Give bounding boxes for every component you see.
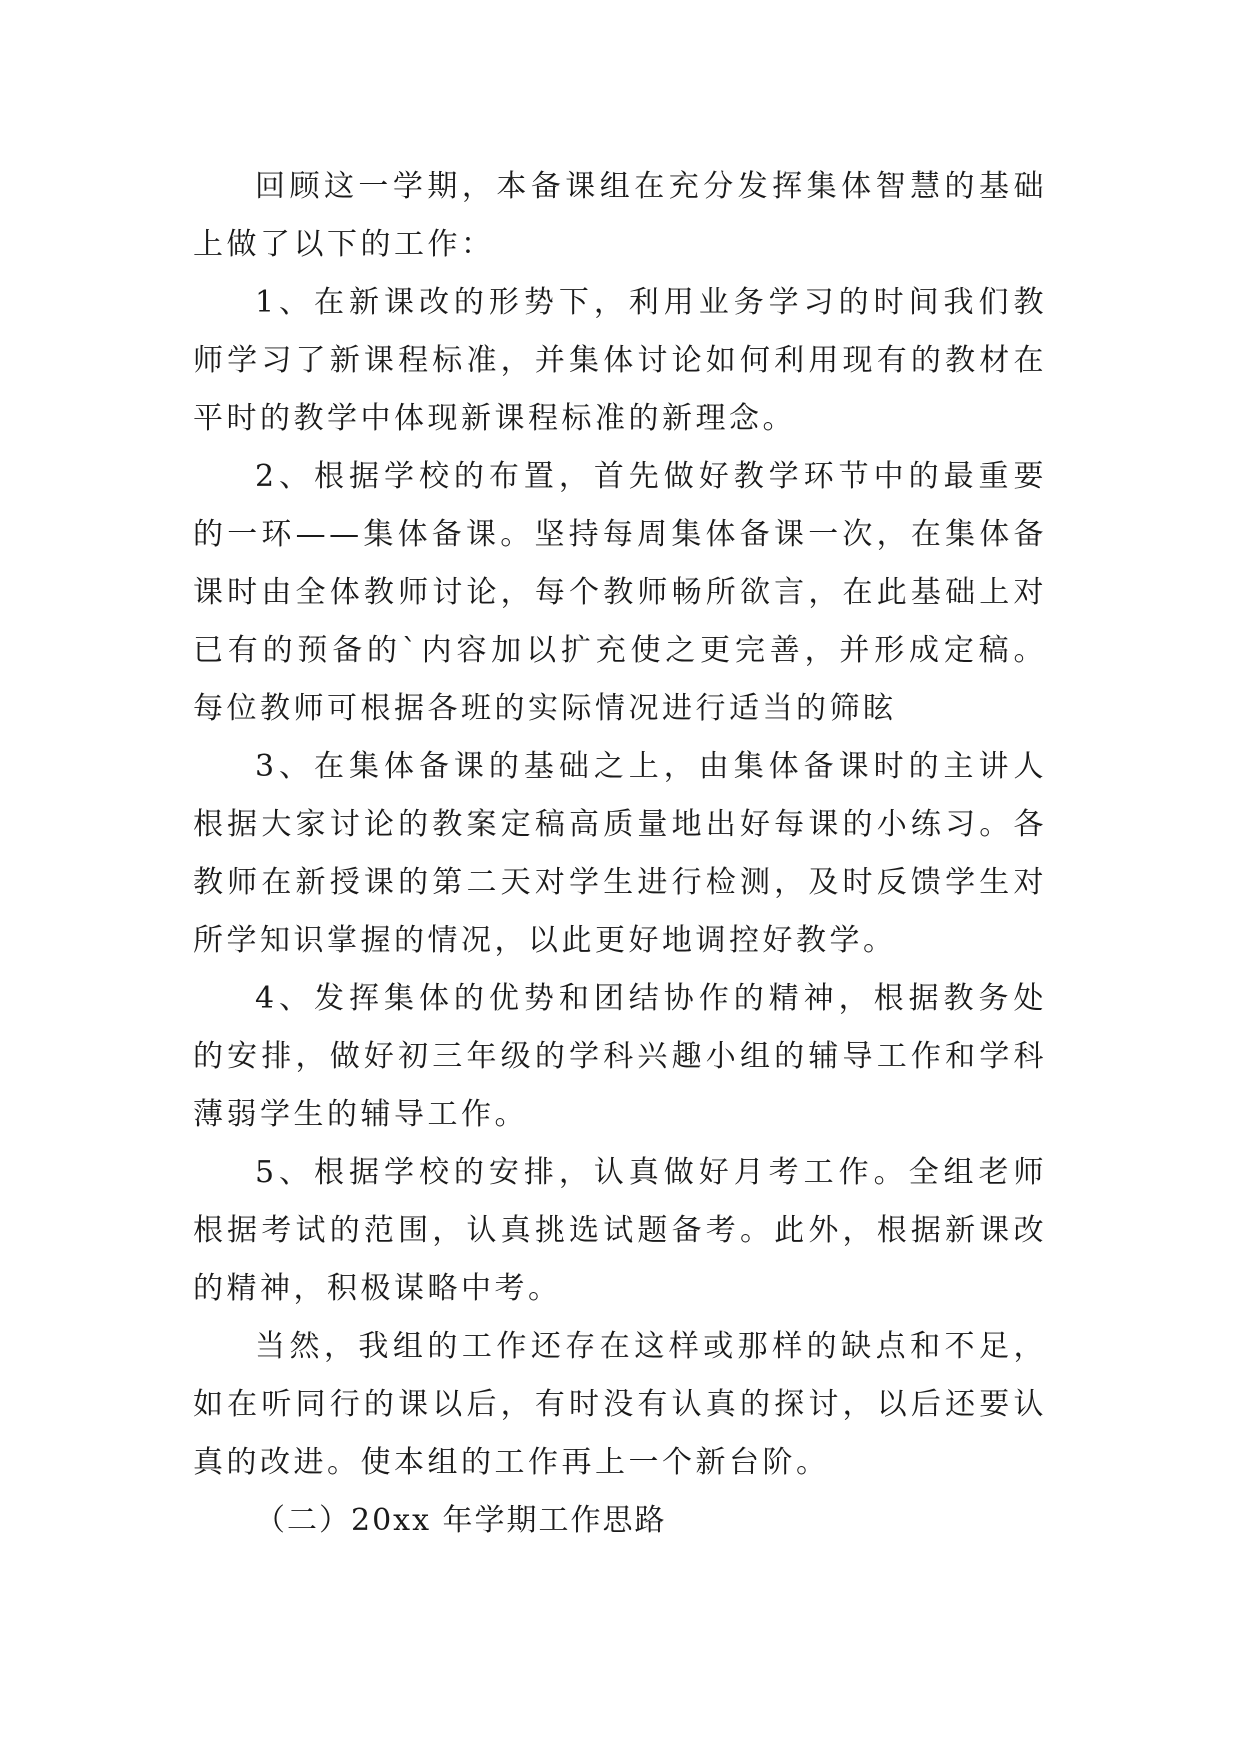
paragraph-item-3: 3、在集体备课的基础之上，由集体备课时的主讲人根据大家讨论的教案定稿高质量地出好每课的小练习。各教师在新授课的第二天对学生进行检测，及时反馈学生对所学知识掌握的情况，以此更好地调控好教学。	[193, 749, 1047, 958]
document-body	[193, 158, 1047, 1550]
paragraph-item-4: 4、发挥集体的优势和团结协作的精神，根据教务处的安排，做好初三年级的学科兴趣小组的辅导工作和学科薄弱学生的辅导工作。	[193, 981, 1047, 1132]
paragraph-item-5: 5、根据学校的安排，认真做好月考工作。全组老师根据考试的范围，认真挑选试题备考。此外，根据新课改的精神，积极谋略中考。	[193, 1155, 1047, 1306]
paragraph-shortcomings: 当然，我组的工作还存在这样或那样的缺点和不足，如在听同行的课以后，有时没有认真的探讨，以后还要认真的改进。使本组的工作再上一个新台阶。	[193, 1329, 1047, 1480]
paragraph-review-intro: 回顾这一学期，本备课组在充分发挥集体智慧的基础上做了以下的工作：	[193, 169, 1047, 262]
paragraph-item-2: 2、根据学校的布置，首先做好教学环节中的最重要的一环——集体备课。坚持每周集体备课一次，在集体备课时由全体教师讨论，每个教师畅所欲言，在此基础上对已有的预备的`内容加以扩充使之更完善，并形成定稿。每位教师可根据各班的实际情况进行适当的筛眩	[193, 459, 1047, 726]
paragraph-item-1: 1、在新课改的形势下，利用业务学习的时间我们教师学习了新课程标准，并集体讨论如何利用现有的教材在平时的教学中体现新课程标准的新理念。	[193, 285, 1047, 436]
section-heading: （二）20xx 年学期工作思路	[255, 1503, 667, 1538]
